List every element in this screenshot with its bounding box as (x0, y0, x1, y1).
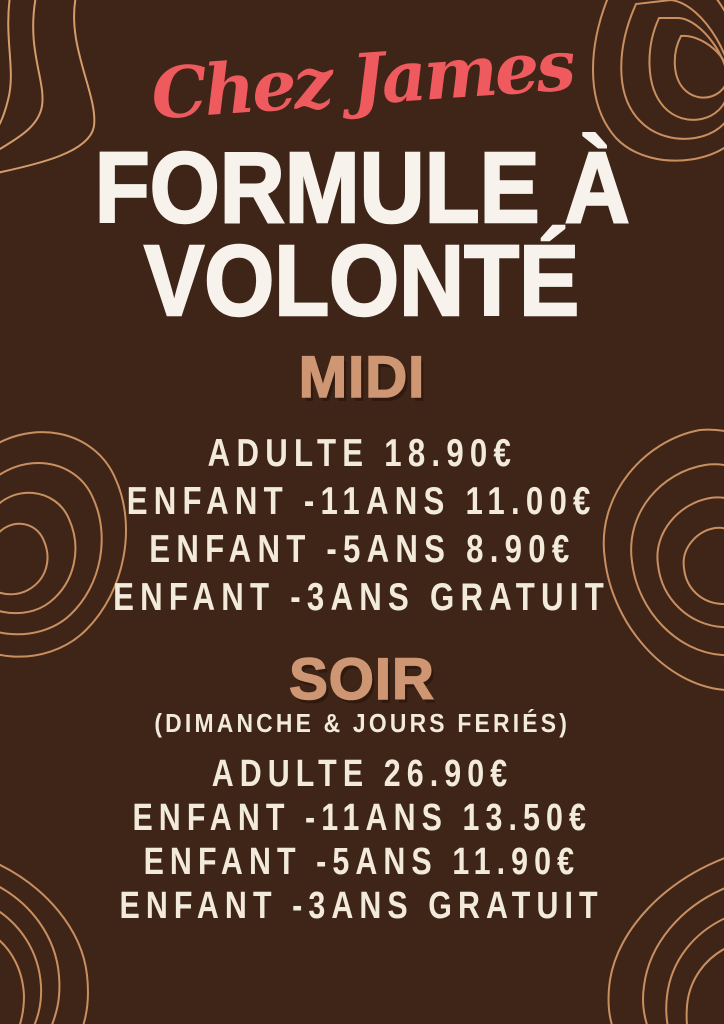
price-line (0, 430, 724, 478)
price-line (0, 884, 724, 928)
price-list-soir (0, 752, 724, 928)
price-list-midi (0, 430, 724, 622)
price-line-text: ENFANT -11ANS 11.00€ (127, 480, 597, 523)
price-line-text: ENFANT -5ANS 11.90€ (143, 841, 581, 883)
price-line-text: ENFANT -3ANS GRATUIT (119, 885, 605, 927)
section-heading-soir: SOIR (289, 647, 435, 712)
title-line-2: VOLONTÉ (144, 225, 580, 337)
title-line-1: FORMULE À (94, 132, 630, 244)
soir-subtitle-text: (DIMANCHE & JOURS FERIÉS) (154, 708, 570, 738)
price-line (0, 478, 724, 526)
section-heading-midi: MIDI (298, 345, 426, 410)
page-title (0, 132, 724, 337)
price-line (0, 526, 724, 574)
price-line-text: ENFANT -3ANS GRATUIT (113, 576, 611, 619)
price-line (0, 840, 724, 884)
price-line (0, 796, 724, 840)
price-line (0, 752, 724, 796)
brand-logo: Chez James (148, 23, 576, 136)
price-line-text: ADULTE 18.90€ (207, 432, 517, 475)
price-line-text: ENFANT -5ANS 8.90€ (148, 528, 576, 571)
price-line (0, 574, 724, 622)
price-line-text: ENFANT -11ANS 13.50€ (132, 797, 592, 839)
price-line-text: ADULTE 26.90€ (211, 753, 513, 795)
soir-subtitle (0, 708, 724, 739)
